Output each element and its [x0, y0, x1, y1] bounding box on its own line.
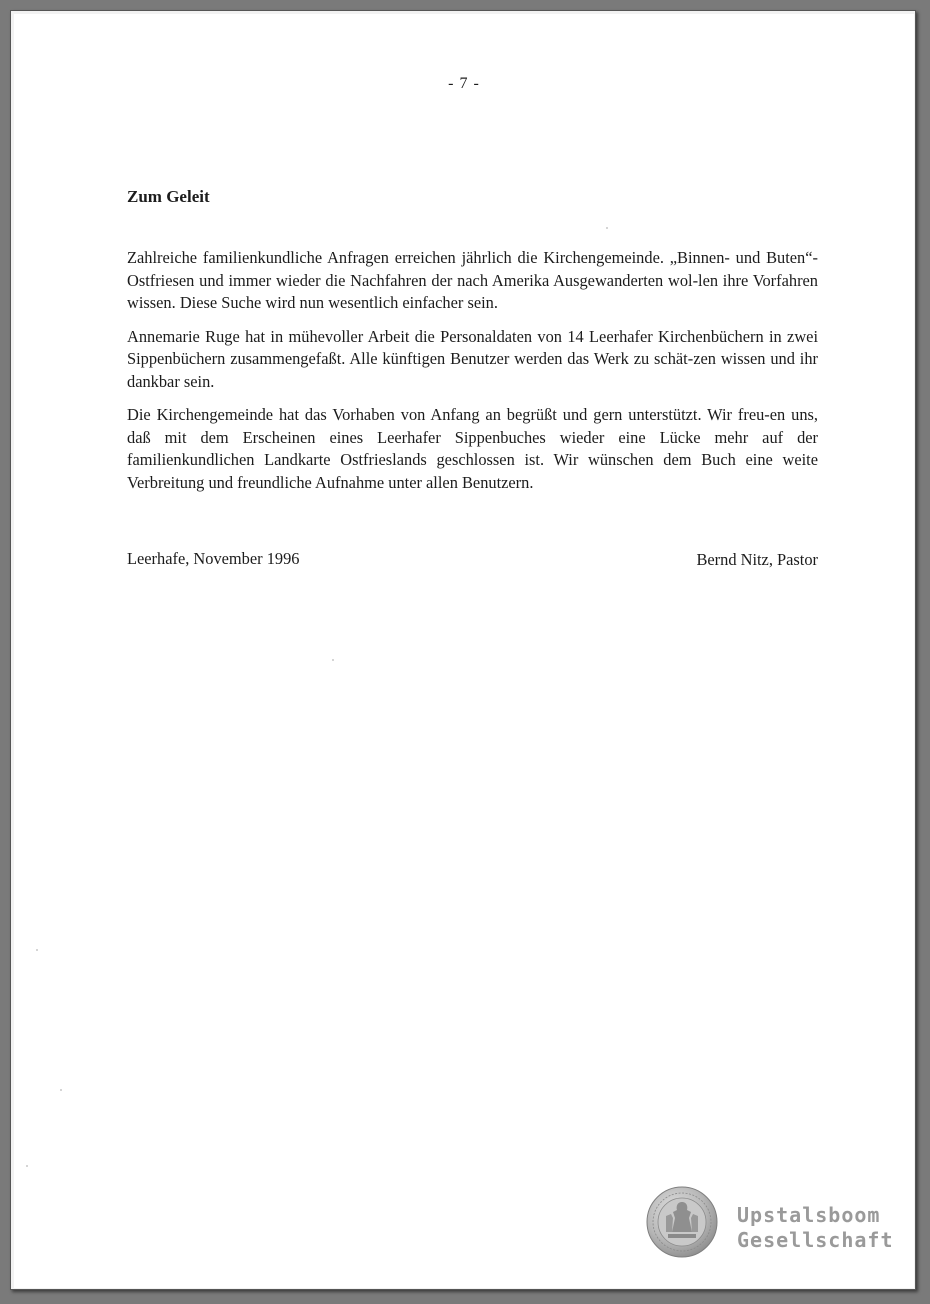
watermark-line-2: Gesellschaft	[737, 1228, 894, 1252]
body-text	[127, 247, 818, 505]
paragraph-2: Annemarie Ruge hat in mühevoller Arbeit die Personaldaten von 14 Leerhafer Kirchenbüchern in zwei Sippenbüchern zusammengefaßt. Alle künftigen Benutzer werden das Werk zu schät-zen wissen und ihr dankbar sein.	[127, 326, 818, 391]
scan-speck	[332, 659, 334, 661]
signature: Bernd Nitz, Pastor	[696, 550, 818, 569]
watermark-logo	[737, 1203, 894, 1253]
upstalsboom-seal-icon	[646, 1186, 718, 1258]
paragraph-3: Die Kirchengemeinde hat das Vorhaben von Anfang an begrüßt und gern unterstützt. Wir freu-en uns, daß mit dem Erscheinen eines Leerhafer Sippenbuches wieder eine Lücke mehr auf der familienkundlichen Landkarte Ostfrieslands geschlossen ist. Wir wünschen dem Buch eine weite Verbreitung und freundliche Aufnahme unter allen Benutzern.	[127, 405, 818, 492]
paragraph-1: Zahlreiche familienkundliche Anfragen erreichen jährlich die Kirchengemeinde. „Binnen- und Buten“-Ostfriesen und immer wieder die Nachfahren der nach Amerika Ausgewanderten wol-len ihre Vorfahren wissen. Diese Suche wird nun wesentlich einfacher sein.	[127, 248, 818, 312]
scan-speck	[26, 1165, 28, 1167]
watermark-line-1: Upstalsboom	[737, 1203, 881, 1227]
scan-speck	[60, 1089, 62, 1091]
document-page	[14, 14, 914, 1288]
page-number: - 7 -	[448, 75, 480, 92]
section-heading: Zum Geleit	[127, 187, 210, 206]
place-date: Leerhafe, November 1996	[127, 549, 300, 568]
scan-speck	[36, 949, 38, 951]
scan-speck	[606, 227, 608, 229]
